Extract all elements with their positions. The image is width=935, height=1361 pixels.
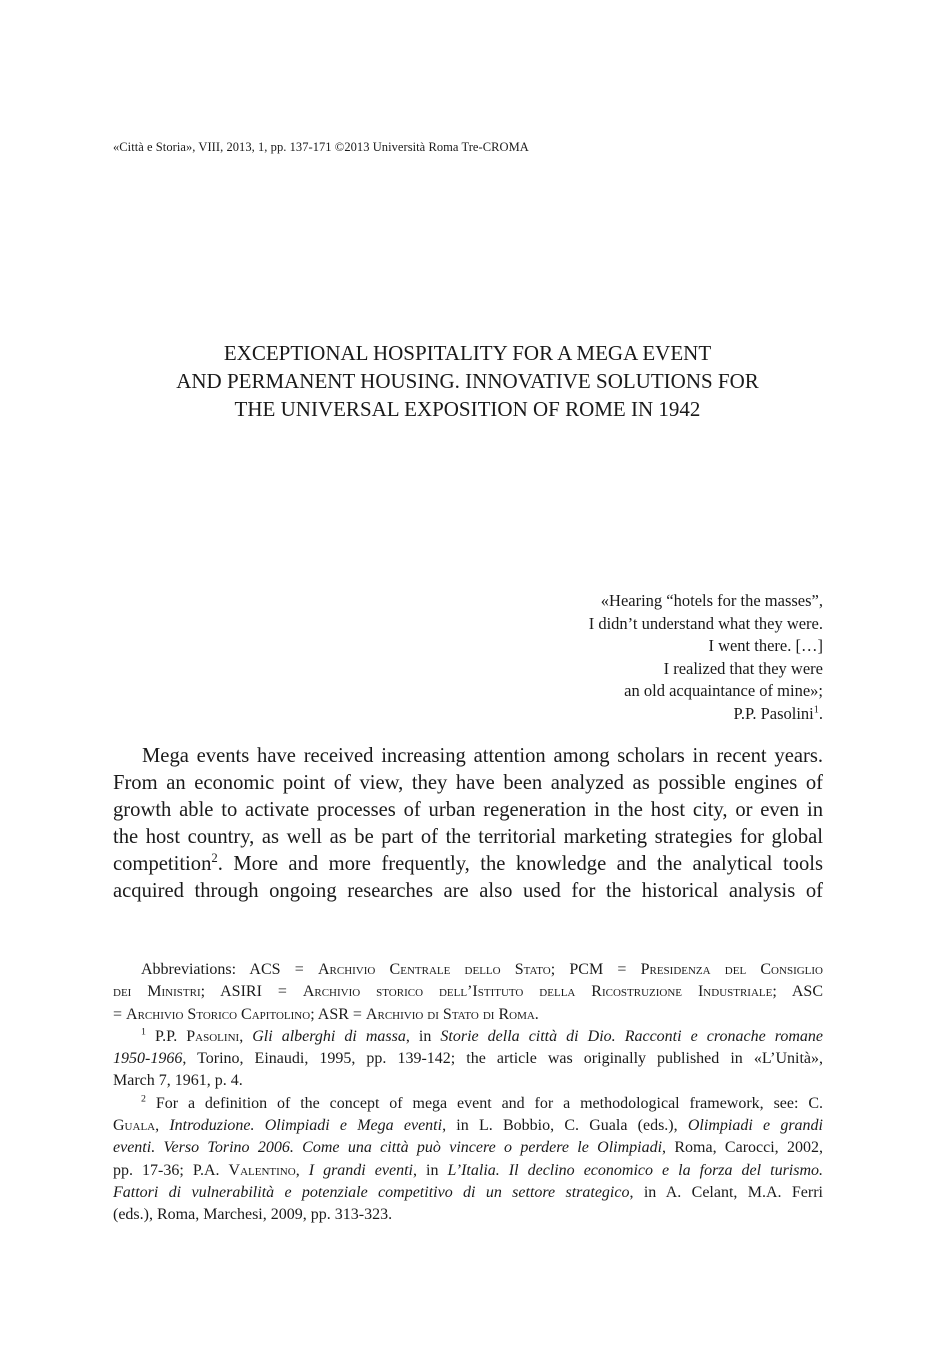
footnote-2-line — [113, 1182, 823, 1204]
note-text: , — [295, 1161, 309, 1179]
footnote-2-line: (eds.), Roma, Marchesi, 2009, pp. 313-323. — [113, 1206, 393, 1224]
article-title — [100, 339, 835, 423]
work-title: eventi. Verso Torino 2006. Come una città può vincere o perdere le Olimpiadi — [113, 1139, 663, 1157]
note-text: ; ASC — [772, 983, 823, 1001]
work-title: 1950-1966 — [113, 1050, 183, 1068]
footnote-number: 2 — [141, 1093, 146, 1105]
footnotes — [113, 959, 823, 1227]
body-line: acquired through ongoing researches are also used for the historical analysis of — [113, 880, 823, 902]
archive-name: Presidenza del Consiglio — [640, 961, 823, 978]
epigraph-attribution: P.P. Pasolini$^1$. — [733, 703, 823, 723]
abbreviations-line — [113, 959, 823, 981]
footnote-2-line — [113, 1137, 823, 1159]
title-line: THE UNIVERSAL EXPOSITION OF ROME IN 1942 — [234, 397, 701, 421]
work-title: Olimpiadi e grandi — [687, 1117, 823, 1135]
work-title: L’Italia. Il declino economico e la forza del turismo. — [447, 1161, 824, 1179]
epigraph-line: I didn’t understand what they were. — [588, 613, 823, 633]
work-title: Introduzione. Olimpiadi e Mega eventi — [169, 1117, 443, 1135]
note-text: = — [113, 1005, 127, 1023]
work-title: Gli alberghi di massa — [252, 1027, 406, 1045]
footnote-ref[interactable]: 1 — [813, 704, 819, 715]
footnote-1-line — [113, 1026, 823, 1048]
archive-name: Archivio storico dell’Istituto della Ricostruzione Industriale — [302, 983, 773, 1001]
note-text: ; ASR = — [310, 1005, 366, 1023]
work-title: I grandi eventi — [308, 1161, 413, 1179]
footnote-ref[interactable]: 2 — [211, 851, 218, 866]
footnote-2-line — [113, 1093, 823, 1115]
body-text-span: competition — [113, 853, 212, 875]
title-line: AND PERMANENT HOUSING. INNOVATIVE SOLUTIONS FOR — [176, 369, 759, 393]
note-text: , — [239, 1027, 253, 1045]
epigraph-line: I realized that they were — [663, 658, 823, 678]
epigraph-line: an old acquaintance of mine»; — [624, 681, 823, 700]
abbreviations-line — [113, 1004, 823, 1026]
epigraph — [440, 590, 823, 725]
footnote-1-line — [113, 1048, 823, 1070]
note-text: . — [534, 1005, 539, 1023]
body-paragraph — [113, 743, 823, 905]
body-line: the host country, as well as be part of the territorial marketing strategies for global — [113, 826, 823, 848]
author-name: Guala — [113, 1117, 156, 1135]
author-name: Pasolini — [186, 1027, 240, 1045]
note-text: , Roma, Carocci, 2002, — [662, 1139, 823, 1157]
note-text: , — [155, 1117, 170, 1135]
note-text: , in — [412, 1161, 448, 1179]
note-text: For a definition of the concept of mega event and for a methodological framework, see: C. — [145, 1094, 823, 1112]
body-line: growth able to activate processes of urban regeneration in the host city, or even in — [113, 799, 823, 821]
note-text: pp. 17-36; P.A. — [113, 1161, 229, 1179]
footnote-number: 1 — [141, 1026, 146, 1038]
note-text: P.P. — [145, 1027, 187, 1045]
note-text: Abbreviations: ACS = — [141, 961, 318, 978]
body-text-span: . More and more frequently, the knowledge and the analytical tools — [217, 853, 823, 875]
note-text: , Torino, Einaudi, 1995, pp. 139-142; the article was originally published in «L’Unità», — [182, 1050, 823, 1068]
body-line — [113, 851, 823, 878]
epigraph-author: P.P. Pasolini — [733, 703, 814, 723]
running-head: «Città e Storia», VIII, 2013, 1, pp. 137-171 ©2013 Università Roma Tre-CROMA — [113, 140, 529, 154]
epigraph-line: I went there. […] — [708, 636, 823, 655]
body-line: Mega events have received increasing attention among scholars in recent years. — [142, 745, 823, 767]
footnote-2-line — [113, 1160, 823, 1182]
work-title: Storie della città di Dio. Racconti e cronache romane — [440, 1027, 823, 1045]
note-text: ; PCM = — [550, 961, 641, 978]
footnote-2-line — [113, 1115, 823, 1137]
archive-name: dei Ministri — [113, 983, 201, 1001]
note-text: , in L. Bobbio, C. Guala (eds.), — [442, 1117, 688, 1135]
title-line: EXCEPTIONAL HOSPITALITY FOR A MEGA EVENT — [223, 341, 712, 365]
work-title: Fattori di vulnerabilità e potenziale competitivo di un settore strategico — [113, 1183, 630, 1201]
archive-name: Archivio di Stato di Roma — [365, 1005, 535, 1023]
archive-name: Archivio Centrale dello Stato — [317, 961, 551, 978]
author-name: Valentino — [228, 1161, 296, 1179]
footnote-1-line: March 7, 1961, p. 4. — [113, 1072, 243, 1090]
note-text: , in A. Celant, M.A. Ferri — [629, 1183, 823, 1201]
note-text: ; ASIRI = — [200, 983, 303, 1001]
body-line: From an economic point of view, they have been analyzed as possible engines of — [113, 772, 823, 794]
archive-name: Archivio Storico Capitolino — [126, 1005, 311, 1023]
abbreviations-line — [113, 981, 823, 1003]
note-text: , in — [405, 1027, 441, 1045]
epigraph-line: «Hearing “hotels for the masses”, — [600, 591, 823, 610]
